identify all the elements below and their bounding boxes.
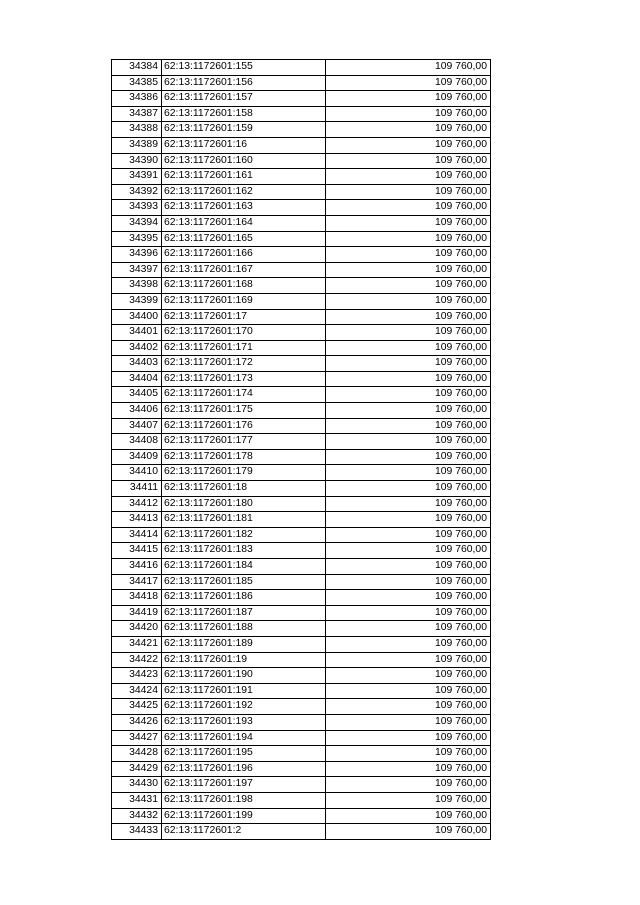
value-cell: 109 760,00	[326, 75, 491, 91]
value-cell: 109 760,00	[326, 792, 491, 808]
table-row	[112, 699, 491, 715]
value-cell: 109 760,00	[326, 668, 491, 684]
row-number-cell: 34395	[112, 231, 162, 247]
value-cell: 109 760,00	[326, 325, 491, 341]
table-row	[112, 761, 491, 777]
cadastral-number-cell: 62:13:1172601:165	[162, 231, 326, 247]
cadastral-number-cell: 62:13:1172601:188	[162, 621, 326, 637]
value-cell: 109 760,00	[326, 559, 491, 575]
cadastral-number-cell: 62:13:1172601:155	[162, 60, 326, 76]
row-number-cell: 34384	[112, 60, 162, 76]
table-row	[112, 247, 491, 263]
cadastral-number-cell: 62:13:1172601:191	[162, 683, 326, 699]
row-number-cell: 34424	[112, 683, 162, 699]
row-number-cell: 34386	[112, 91, 162, 107]
table-row	[112, 60, 491, 76]
table-row	[112, 200, 491, 216]
table-row	[112, 356, 491, 372]
cadastral-number-cell: 62:13:1172601:167	[162, 262, 326, 278]
value-cell: 109 760,00	[326, 699, 491, 715]
value-cell: 109 760,00	[326, 527, 491, 543]
table-row	[112, 777, 491, 793]
value-cell: 109 760,00	[326, 60, 491, 76]
cadastral-number-cell: 62:13:1172601:170	[162, 325, 326, 341]
table-row	[112, 683, 491, 699]
table-row	[112, 714, 491, 730]
cadastral-value-table	[111, 59, 491, 840]
row-number-cell: 34385	[112, 75, 162, 91]
cadastral-number-cell: 62:13:1172601:195	[162, 746, 326, 762]
value-cell: 109 760,00	[326, 184, 491, 200]
row-number-cell: 34402	[112, 340, 162, 356]
value-cell: 109 760,00	[326, 231, 491, 247]
cadastral-number-cell: 62:13:1172601:168	[162, 278, 326, 294]
table-row	[112, 527, 491, 543]
cadastral-number-cell: 62:13:1172601:173	[162, 371, 326, 387]
cadastral-number-cell: 62:13:1172601:180	[162, 496, 326, 512]
row-number-cell: 34397	[112, 262, 162, 278]
row-number-cell: 34417	[112, 574, 162, 590]
value-cell: 109 760,00	[326, 512, 491, 528]
row-number-cell: 34401	[112, 325, 162, 341]
cadastral-number-cell: 62:13:1172601:178	[162, 449, 326, 465]
table-row	[112, 340, 491, 356]
value-cell: 109 760,00	[326, 543, 491, 559]
table-row	[112, 808, 491, 824]
row-number-cell: 34413	[112, 512, 162, 528]
cadastral-number-cell: 62:13:1172601:2	[162, 824, 326, 840]
table-row	[112, 449, 491, 465]
table-row	[112, 122, 491, 138]
table-row	[112, 590, 491, 606]
value-cell: 109 760,00	[326, 340, 491, 356]
cadastral-number-cell: 62:13:1172601:189	[162, 636, 326, 652]
row-number-cell: 34404	[112, 371, 162, 387]
row-number-cell: 34392	[112, 184, 162, 200]
row-number-cell: 34398	[112, 278, 162, 294]
table-body	[112, 60, 491, 840]
cadastral-number-cell: 62:13:1172601:197	[162, 777, 326, 793]
row-number-cell: 34427	[112, 730, 162, 746]
cadastral-number-cell: 62:13:1172601:162	[162, 184, 326, 200]
value-cell: 109 760,00	[326, 590, 491, 606]
table-row	[112, 746, 491, 762]
table-row	[112, 403, 491, 419]
cadastral-number-cell: 62:13:1172601:182	[162, 527, 326, 543]
cadastral-number-cell: 62:13:1172601:158	[162, 106, 326, 122]
row-number-cell: 34419	[112, 605, 162, 621]
value-cell: 109 760,00	[326, 137, 491, 153]
row-number-cell: 34408	[112, 434, 162, 450]
table-row	[112, 169, 491, 185]
row-number-cell: 34432	[112, 808, 162, 824]
row-number-cell: 34387	[112, 106, 162, 122]
value-cell: 109 760,00	[326, 122, 491, 138]
value-cell: 109 760,00	[326, 293, 491, 309]
cadastral-number-cell: 62:13:1172601:163	[162, 200, 326, 216]
value-cell: 109 760,00	[326, 215, 491, 231]
value-cell: 109 760,00	[326, 169, 491, 185]
cadastral-number-cell: 62:13:1172601:174	[162, 387, 326, 403]
table-row	[112, 293, 491, 309]
cadastral-number-cell: 62:13:1172601:160	[162, 153, 326, 169]
table-row	[112, 652, 491, 668]
value-cell: 109 760,00	[326, 465, 491, 481]
table-row	[112, 325, 491, 341]
row-number-cell: 34403	[112, 356, 162, 372]
row-number-cell: 34396	[112, 247, 162, 263]
cadastral-number-cell: 62:13:1172601:157	[162, 91, 326, 107]
row-number-cell: 34405	[112, 387, 162, 403]
value-cell: 109 760,00	[326, 761, 491, 777]
row-number-cell: 34423	[112, 668, 162, 684]
table-row	[112, 137, 491, 153]
table-row	[112, 418, 491, 434]
value-cell: 109 760,00	[326, 371, 491, 387]
value-cell: 109 760,00	[326, 106, 491, 122]
row-number-cell: 34415	[112, 543, 162, 559]
value-cell: 109 760,00	[326, 730, 491, 746]
table-row	[112, 792, 491, 808]
row-number-cell: 34399	[112, 293, 162, 309]
row-number-cell: 34389	[112, 137, 162, 153]
value-cell: 109 760,00	[326, 574, 491, 590]
table-row	[112, 278, 491, 294]
table-row	[112, 481, 491, 497]
cadastral-number-cell: 62:13:1172601:19	[162, 652, 326, 668]
cadastral-number-cell: 62:13:1172601:194	[162, 730, 326, 746]
cadastral-number-cell: 62:13:1172601:177	[162, 434, 326, 450]
row-number-cell: 34394	[112, 215, 162, 231]
row-number-cell: 34406	[112, 403, 162, 419]
cadastral-number-cell: 62:13:1172601:185	[162, 574, 326, 590]
table-row	[112, 262, 491, 278]
row-number-cell: 34425	[112, 699, 162, 715]
row-number-cell: 34429	[112, 761, 162, 777]
table-row	[112, 512, 491, 528]
cadastral-number-cell: 62:13:1172601:198	[162, 792, 326, 808]
value-cell: 109 760,00	[326, 481, 491, 497]
table-row	[112, 668, 491, 684]
cadastral-number-cell: 62:13:1172601:199	[162, 808, 326, 824]
value-cell: 109 760,00	[326, 91, 491, 107]
table-row	[112, 434, 491, 450]
row-number-cell: 34420	[112, 621, 162, 637]
table-row	[112, 543, 491, 559]
table-row	[112, 496, 491, 512]
cadastral-number-cell: 62:13:1172601:184	[162, 559, 326, 575]
cadastral-number-cell: 62:13:1172601:192	[162, 699, 326, 715]
row-number-cell: 34391	[112, 169, 162, 185]
row-number-cell: 34418	[112, 590, 162, 606]
value-cell: 109 760,00	[326, 636, 491, 652]
cadastral-number-cell: 62:13:1172601:18	[162, 481, 326, 497]
table-row	[112, 75, 491, 91]
cadastral-number-cell: 62:13:1172601:193	[162, 714, 326, 730]
row-number-cell: 34426	[112, 714, 162, 730]
value-cell: 109 760,00	[326, 403, 491, 419]
row-number-cell: 34412	[112, 496, 162, 512]
table-row	[112, 91, 491, 107]
cadastral-number-cell: 62:13:1172601:16	[162, 137, 326, 153]
table-row	[112, 465, 491, 481]
cadastral-number-cell: 62:13:1172601:164	[162, 215, 326, 231]
value-cell: 109 760,00	[326, 434, 491, 450]
value-cell: 109 760,00	[326, 808, 491, 824]
table-row	[112, 231, 491, 247]
value-cell: 109 760,00	[326, 278, 491, 294]
table-row	[112, 574, 491, 590]
cadastral-number-cell: 62:13:1172601:156	[162, 75, 326, 91]
cadastral-number-cell: 62:13:1172601:183	[162, 543, 326, 559]
table-row	[112, 621, 491, 637]
value-cell: 109 760,00	[326, 387, 491, 403]
value-cell: 109 760,00	[326, 746, 491, 762]
row-number-cell: 34410	[112, 465, 162, 481]
row-number-cell: 34428	[112, 746, 162, 762]
row-number-cell: 34433	[112, 824, 162, 840]
value-cell: 109 760,00	[326, 621, 491, 637]
row-number-cell: 34411	[112, 481, 162, 497]
table-row	[112, 824, 491, 840]
row-number-cell: 34414	[112, 527, 162, 543]
cadastral-number-cell: 62:13:1172601:190	[162, 668, 326, 684]
table-row	[112, 559, 491, 575]
value-cell: 109 760,00	[326, 652, 491, 668]
table-row	[112, 153, 491, 169]
table-row	[112, 371, 491, 387]
row-number-cell: 34416	[112, 559, 162, 575]
cadastral-number-cell: 62:13:1172601:181	[162, 512, 326, 528]
table-row	[112, 184, 491, 200]
value-cell: 109 760,00	[326, 309, 491, 325]
table-row	[112, 215, 491, 231]
table-row	[112, 605, 491, 621]
table-row	[112, 387, 491, 403]
value-cell: 109 760,00	[326, 714, 491, 730]
value-cell: 109 760,00	[326, 356, 491, 372]
row-number-cell: 34393	[112, 200, 162, 216]
row-number-cell: 34409	[112, 449, 162, 465]
value-cell: 109 760,00	[326, 777, 491, 793]
value-cell: 109 760,00	[326, 683, 491, 699]
cadastral-number-cell: 62:13:1172601:176	[162, 418, 326, 434]
value-cell: 109 760,00	[326, 153, 491, 169]
cadastral-number-cell: 62:13:1172601:196	[162, 761, 326, 777]
cadastral-number-cell: 62:13:1172601:159	[162, 122, 326, 138]
row-number-cell: 34407	[112, 418, 162, 434]
row-number-cell: 34400	[112, 309, 162, 325]
value-cell: 109 760,00	[326, 605, 491, 621]
cadastral-number-cell: 62:13:1172601:175	[162, 403, 326, 419]
row-number-cell: 34388	[112, 122, 162, 138]
value-cell: 109 760,00	[326, 247, 491, 263]
table-row	[112, 106, 491, 122]
row-number-cell: 34430	[112, 777, 162, 793]
cadastral-number-cell: 62:13:1172601:186	[162, 590, 326, 606]
cadastral-number-cell: 62:13:1172601:187	[162, 605, 326, 621]
row-number-cell: 34431	[112, 792, 162, 808]
table-row	[112, 309, 491, 325]
cadastral-number-cell: 62:13:1172601:171	[162, 340, 326, 356]
cadastral-number-cell: 62:13:1172601:169	[162, 293, 326, 309]
table-row	[112, 730, 491, 746]
value-cell: 109 760,00	[326, 418, 491, 434]
value-cell: 109 760,00	[326, 200, 491, 216]
value-cell: 109 760,00	[326, 824, 491, 840]
table-row	[112, 636, 491, 652]
value-cell: 109 760,00	[326, 262, 491, 278]
cadastral-number-cell: 62:13:1172601:166	[162, 247, 326, 263]
row-number-cell: 34421	[112, 636, 162, 652]
cadastral-number-cell: 62:13:1172601:179	[162, 465, 326, 481]
row-number-cell: 34422	[112, 652, 162, 668]
cadastral-number-cell: 62:13:1172601:17	[162, 309, 326, 325]
cadastral-number-cell: 62:13:1172601:161	[162, 169, 326, 185]
row-number-cell: 34390	[112, 153, 162, 169]
value-cell: 109 760,00	[326, 496, 491, 512]
value-cell: 109 760,00	[326, 449, 491, 465]
cadastral-number-cell: 62:13:1172601:172	[162, 356, 326, 372]
